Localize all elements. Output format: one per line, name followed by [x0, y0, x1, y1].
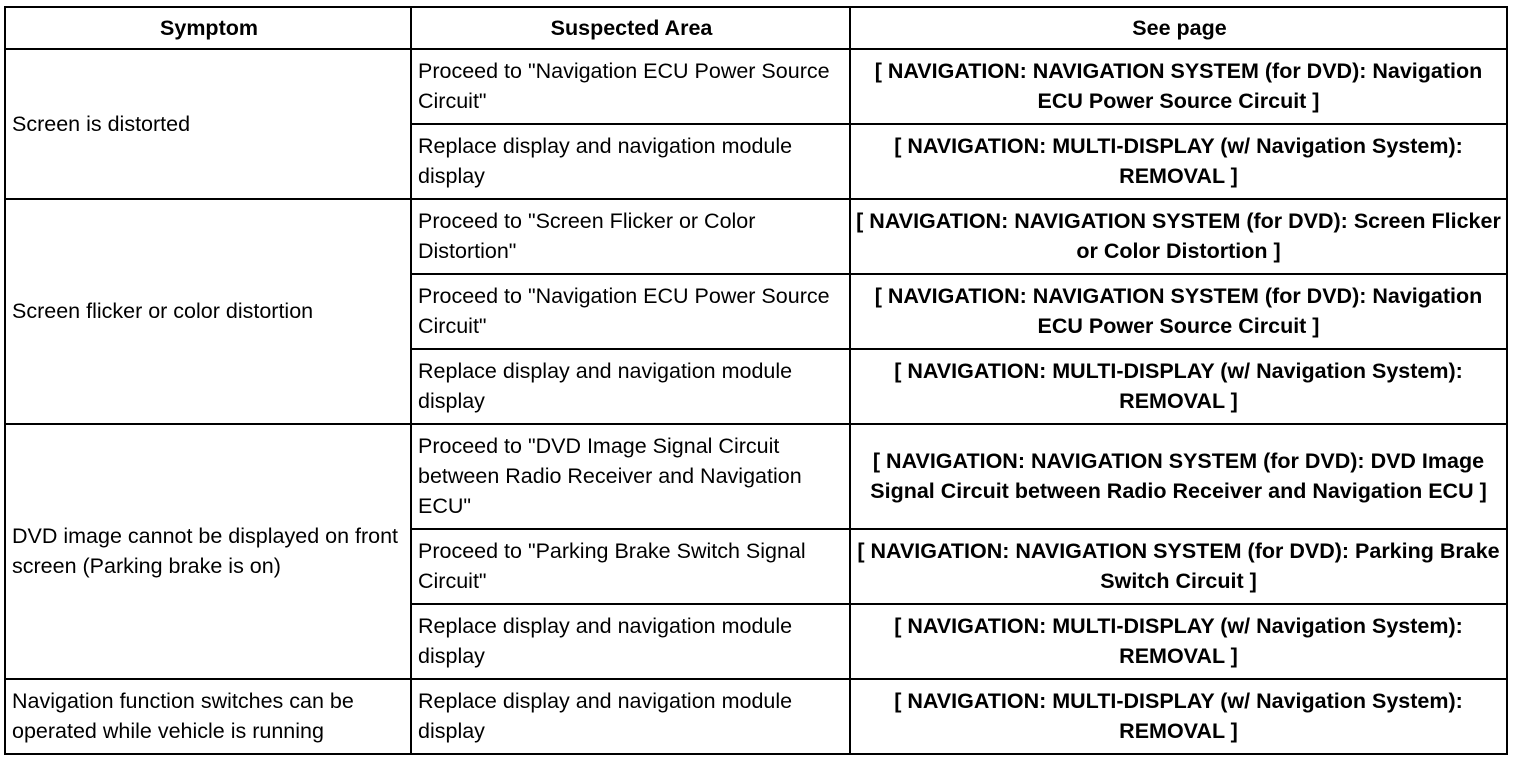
- suspected-area-cell: Replace display and navigation module display: [411, 604, 850, 679]
- suspected-area-cell: Proceed to "Navigation ECU Power Source Circuit": [411, 274, 850, 349]
- suspected-area-cell: Replace display and navigation module display: [411, 124, 850, 199]
- symptom-cell: Screen flicker or color distortion: [5, 199, 411, 424]
- suspected-area-cell: Proceed to "Screen Flicker or Color Distortion": [411, 199, 850, 274]
- see-page-reference: [ NAVIGATION: MULTI-DISPLAY (w/ Navigation System): REMOVAL ]: [850, 349, 1507, 424]
- symptom-cell: Navigation function switches can be operated while vehicle is running: [5, 679, 411, 754]
- header-row: [5, 7, 1507, 49]
- symptom-cell: Screen is distorted: [5, 49, 411, 199]
- table-row: [5, 199, 1507, 274]
- see-page-reference: [ NAVIGATION: NAVIGATION SYSTEM (for DVD): DVD Image Signal Circuit between Radio Receiver and Navigation ECU ]: [850, 424, 1507, 529]
- see-page-reference: [ NAVIGATION: MULTI-DISPLAY (w/ Navigation System): REMOVAL ]: [850, 679, 1507, 754]
- suspected-area-cell: Proceed to "DVD Image Signal Circuit between Radio Receiver and Navigation ECU": [411, 424, 850, 529]
- suspected-area-cell: Replace display and navigation module display: [411, 349, 850, 424]
- see-page-reference: [ NAVIGATION: NAVIGATION SYSTEM (for DVD): Parking Brake Switch Circuit ]: [850, 529, 1507, 604]
- see-page-reference: [ NAVIGATION: NAVIGATION SYSTEM (for DVD): Navigation ECU Power Source Circuit ]: [850, 274, 1507, 349]
- header-symptom: Symptom: [5, 7, 411, 49]
- suspected-area-cell: Replace display and navigation module display: [411, 679, 850, 754]
- symptom-cell: DVD image cannot be displayed on front screen (Parking brake is on): [5, 424, 411, 679]
- table-row: [5, 424, 1507, 529]
- table-row: [5, 49, 1507, 124]
- header-see-page: See page: [850, 7, 1507, 49]
- symptom-table: [4, 6, 1508, 755]
- see-page-reference: [ NAVIGATION: MULTI-DISPLAY (w/ Navigation System): REMOVAL ]: [850, 124, 1507, 199]
- header-suspected-area: Suspected Area: [411, 7, 850, 49]
- see-page-reference: [ NAVIGATION: MULTI-DISPLAY (w/ Navigation System): REMOVAL ]: [850, 604, 1507, 679]
- see-page-reference: [ NAVIGATION: NAVIGATION SYSTEM (for DVD): Screen Flicker or Color Distortion ]: [850, 199, 1507, 274]
- suspected-area-cell: Proceed to "Parking Brake Switch Signal Circuit": [411, 529, 850, 604]
- suspected-area-cell: Proceed to "Navigation ECU Power Source Circuit": [411, 49, 850, 124]
- see-page-reference: [ NAVIGATION: NAVIGATION SYSTEM (for DVD): Navigation ECU Power Source Circuit ]: [850, 49, 1507, 124]
- table-row: [5, 679, 1507, 754]
